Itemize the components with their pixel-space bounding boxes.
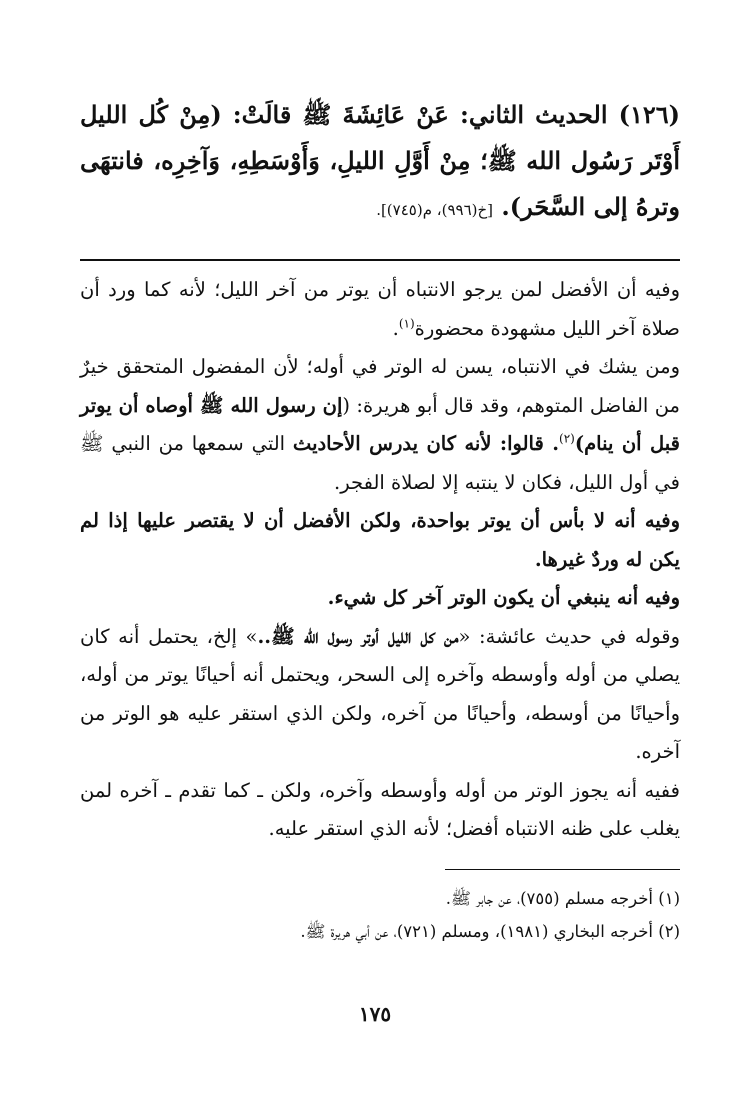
paragraph-3 [80, 502, 680, 579]
quoted-hadith: من كل الليل أوتر رسول الله ﷺ.. [257, 624, 459, 648]
paragraph-text: وفيه أن الأفضل لمن يرجو الانتباه أن يوتر من آخر الليل؛ لأنه كما ورد أن صلاة آخر الليل مشهودة محضورة [80, 278, 681, 340]
paragraph-text-end: » إلخ، يحتمل أنه كان يصلي من أوله وأوسطه وآخره إلى السحر، ويحتمل أنه أحيانًا يوتر من أوله، وأحيانًا من أوسطه، وأحيانًا من آخره، ولكن الذي استقر عليه هو الوتر من آخره. [80, 624, 680, 763]
footnote-2: (٢) أخرجه البخاري (١٩٨١)، ومسلم (٧٢١)، عن أبي هريرة ﷺ. [300, 921, 680, 941]
hadith-source: [خ(٩٩٦)، م(٧٤٥)]. [376, 201, 494, 219]
paragraph-text-end: التي سمعها من النبي ﷺ في أول الليل، فكان لا ينتبه إلا لصلاة الفجر. [80, 432, 680, 494]
page-content [80, 92, 680, 948]
footnote-1: (١) أخرجه مسلم (٧٥٥)، عن جابر ﷺ. [445, 888, 680, 908]
section-divider [80, 259, 680, 261]
footnote-ref-1[interactable]: (١) [398, 316, 415, 330]
paragraph-4 [80, 579, 680, 618]
footnote-ref-2[interactable]: (٢) [559, 431, 575, 446]
footnote-divider [445, 869, 680, 870]
paragraph-6 [80, 772, 680, 849]
paragraph-text: ففيه أنه يجوز الوتر من أوله وأوسطه وآخره، ولكن ـ كما تقدم ـ آخره لمن يغلب على ظنه الانتباه أفضل؛ لأنه الذي استقر عليه. [80, 778, 680, 840]
paragraph-text: وفيه أنه لا بأس أن يوتر بواحدة، ولكن الأفضل أن لا يقتصر عليها إذا لم يكن له وردٌ غيرها. [80, 509, 680, 571]
quoted-hadith: إن رسول الله ﷺ أوصاه أن يوتر قبل أن ينام) [80, 393, 681, 455]
hadith-text: (١٢٦) الحديث الثاني: عَنْ عَائِشَةَ ﷺ قالَتْ: (مِنْ كُل الليل أَوْتَر رَسُول الله ﷺ؛ مِنْ أَوَّلِ الليلِ، وَأَوْسَطِهِ، وَآخِرِه، فانتهَى وترهُ إلى السَّحَر). [80, 100, 680, 221]
bold-phrase: . قالوا: لأنه كان يدرس الأحاديث [292, 432, 560, 455]
paragraph-text-end: . [392, 316, 399, 340]
page-number: ١٧٥ [358, 1002, 392, 1026]
paragraph-text: وقوله في حديث عائشة: « [458, 624, 681, 648]
paragraph-text: ومن يشك في الانتباه، يسن له الوتر في أوله؛ لأن المفضول المتحقق خيرٌ من الفاضل المتوهم، وقد قال أبو هريرة: ( [80, 355, 680, 417]
paragraph-2 [80, 348, 680, 502]
paragraph-5 [80, 618, 680, 772]
paragraph-1 [80, 271, 680, 348]
hadith-block [80, 92, 680, 233]
paragraph-text: وفيه أنه ينبغي أن يكون الوتر آخر كل شيء. [327, 586, 680, 609]
